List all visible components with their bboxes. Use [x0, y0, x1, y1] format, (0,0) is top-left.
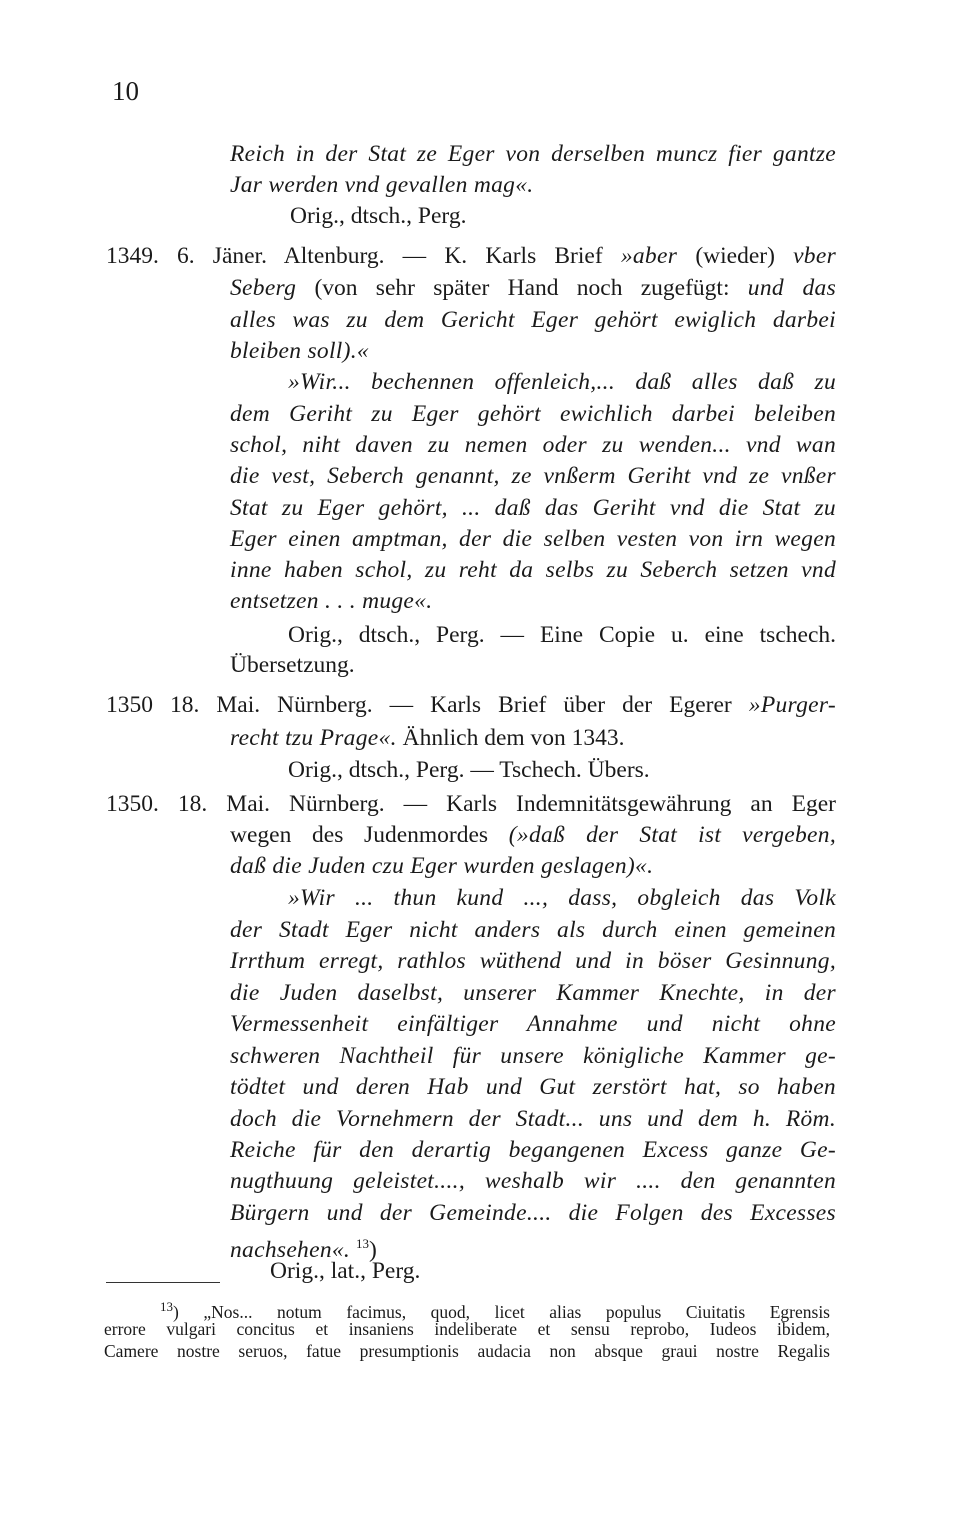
quote-line: Vermessenheit einfältiger Annahme und nicht ohne: [230, 1011, 836, 1037]
text-line: wegen des Judenmordes (»daß der Stat ist vergeben,: [230, 822, 836, 848]
quote-line: Eger einen amptman, der die selben vesten von irn wegen: [230, 526, 836, 552]
quote-line: dem Geriht zu Eger gehört ewichlich darbei beleiben: [230, 401, 836, 427]
text-line: alles was zu dem Gericht Eger gehört ewiglich darbei: [230, 307, 836, 333]
footnote-line: $^{13}$) „Nos... notum facimus, quod, licet alias populus Ciuitatis Egrensis: [160, 1299, 830, 1322]
quote-line: die Juden daselbst, unserer Kammer Knechte, in der: [230, 980, 836, 1006]
source-note: Orig., dtsch., Perg. — Tschech. Übers.: [288, 757, 650, 783]
quote-line: schweren Nachtheil für unsere königliche Kammer ge-: [230, 1043, 836, 1069]
quote-line: doch die Vornehmern der Stadt... uns und dem h. Röm.: [230, 1106, 836, 1132]
text-line: Reich in der Stat ze Eger von derselben muncz fier gantze: [230, 141, 836, 167]
footnote-rule: [106, 1282, 220, 1283]
text-line: Jar werden vnd gevallen mag«.: [230, 172, 534, 198]
quote-line: »Wir ... thun kund ..., dass, obgleich das Volk: [288, 885, 836, 911]
footnote-ref: 13: [356, 1236, 369, 1251]
footnote-line: errore vulgari concitus et insaniens indeliberate et sensu reprobo, Iudeos ibidem,: [104, 1319, 830, 1339]
source-note: Orig., lat., Perg.: [270, 1258, 421, 1284]
text-line: recht tzu Prage«. Ähnlich dem von 1343.: [230, 725, 625, 751]
quote-line: tödtet und deren Hab und Gut zerstört hat, so haben: [230, 1074, 836, 1100]
quote-line: schol, niht daven zu nemen oder zu wenden... vnd wan: [230, 432, 836, 458]
source-note: Orig., dtsch., Perg. — Eine Copie u. eine tschech.: [288, 622, 836, 648]
source-note: Orig., dtsch., Perg.: [290, 203, 467, 229]
text-line: bleiben soll).«: [230, 338, 369, 364]
text-line: Übersetzung.: [230, 652, 355, 678]
entry-heading: 1349. 6. Jäner. Altenburg. — K. Karls Brief »aber (wieder) vber: [106, 243, 837, 269]
quote-line: Bürgern und der Gemeinde.... die Folgen des Excesses: [230, 1200, 836, 1226]
entry-heading: 1350 18. Mai. Nürnberg. — Karls Brief über der Egerer »Purger-: [106, 692, 836, 718]
quote-line: nugthuung geleistet...., weshalb wir .... den genannten: [230, 1168, 836, 1194]
entry-heading: 1350. 18. Mai. Nürnberg. — Karls Indemnitätsgewährung an Eger: [106, 791, 836, 817]
quote-line: der Stadt Eger nicht anders als durch einen gemeinen: [230, 917, 836, 943]
quote-line: Reiche für den derartig begangenen Excess ganze Ge-: [230, 1137, 836, 1163]
quote-line: »Wir... bechennen offenleich,... daß alles daß zu: [288, 369, 836, 395]
quote-line: die vest, Seberch genannt, ze vnßerm Geriht vnd ze vnßer: [230, 463, 836, 489]
quote-line: nachsehen«. $^{13}$): [230, 1236, 377, 1263]
footnote-line: Camere nostre seruos, fatue presumptionis audacia non absque graui nostre Regalis: [104, 1341, 830, 1361]
quote-line: Stat zu Eger gehört, ... daß das Geriht vnd die Stat zu: [230, 495, 836, 521]
quote-line: Irrthum erregt, rathlos wüthend und in böser Gesinnung,: [230, 948, 836, 974]
text-line: daß die Juden czu Eger wurden geslagen)«.: [230, 853, 654, 879]
quote-line: entsetzen . . . muge«.: [230, 588, 433, 614]
footnote-mark: 13: [160, 1299, 173, 1314]
page-number: 10: [112, 76, 139, 106]
quote-line: inne haben schol, zu reht da selbs zu Seberch setzen vnd: [230, 557, 836, 583]
text-line: Seberg (von sehr später Hand noch zugefügt: und das: [230, 275, 837, 301]
